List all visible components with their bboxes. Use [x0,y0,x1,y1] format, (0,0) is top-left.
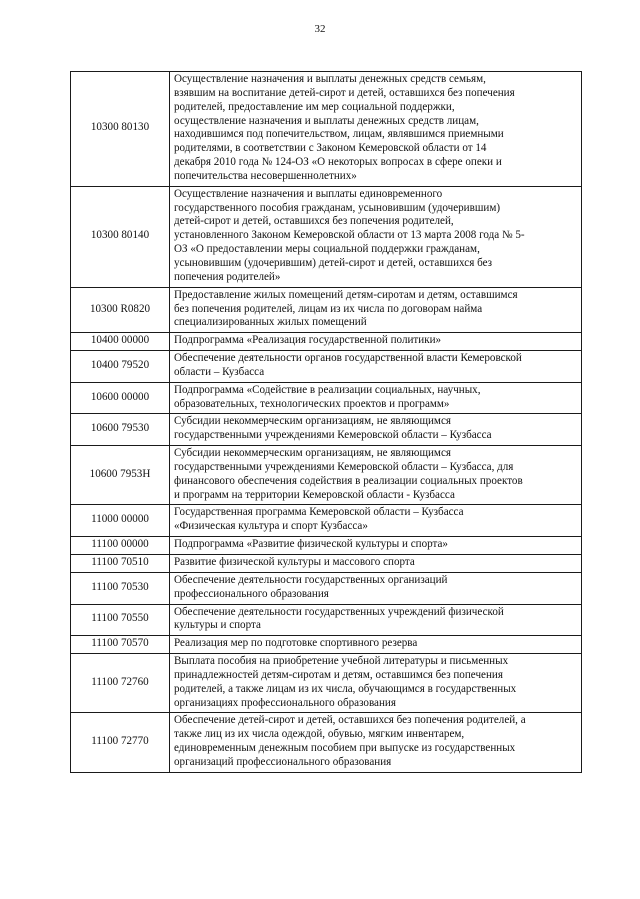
desc-line: без попечения родителей, лицам из их числа по договорам найма [174,302,483,315]
desc-line: попечительства несовершеннолетних» [174,169,357,182]
desc-line: декабря 2010 года № 124-ОЗ «О некоторых вопросах в сфере опеки и [174,156,502,169]
table-row [71,505,582,537]
row-description [170,537,582,555]
table-row [71,72,582,187]
table-row [71,414,582,446]
table-row [71,537,582,555]
desc-line: Подпрограмма «Содействие в реализации социальных, научных, [174,383,481,396]
table-row [71,555,582,573]
table-row [71,351,582,383]
desc-line: попечения родителей» [174,270,281,283]
row-description [170,351,582,383]
budget-classification-table [70,71,582,773]
row-code: 10400 00000 [71,333,170,351]
desc-line: родителями, в соответствии с Законом Кемеровской области от 14 [174,142,487,155]
desc-line: Реализация мер по подготовке спортивного резерва [174,637,418,650]
desc-line: Обеспечение детей-сирот и детей, оставшихся без попечения родителей, а [174,714,526,727]
row-code: 10600 00000 [71,382,170,414]
row-description [170,382,582,414]
row-description [170,287,582,333]
desc-line: образовательных, технологических проектов и программ» [174,397,450,410]
desc-line: Обеспечение деятельности государственных организаций [174,573,448,586]
desc-line: детей-сирот и детей, оставшихся без попечения родителей, [174,215,454,228]
table-row [71,333,582,351]
desc-line: осуществление назначения и выплаты денежных средств лицам, [174,114,479,127]
desc-line: финансового обеспечения содействия в реализации социальных проектов [174,474,523,487]
desc-line: усыновившим (удочерившим) детей-сирот и детей, оставшихся без [174,256,493,269]
row-code: 10600 7953Н [71,446,170,505]
desc-line: государственными учреждениями Кемеровской области – Кузбасса [174,429,492,442]
table-row [71,636,582,654]
desc-line: «Физическая культура и спорт Кузбасса» [174,520,368,533]
desc-line: Подпрограмма «Развитие физической культуры и спорта» [174,538,448,551]
desc-line: государственными учреждениями Кемеровской области – Кузбасса, для [174,460,514,473]
desc-line: и программ на территории Кемеровской области - Кузбасса [174,488,455,501]
row-description [170,333,582,351]
row-code: 10600 79530 [71,414,170,446]
desc-line: Предоставление жилых помещений детям-сиротам и детям, оставшимся [174,288,518,301]
row-code: 11000 00000 [71,505,170,537]
row-code: 11100 72760 [71,654,170,713]
row-code: 11100 70550 [71,604,170,636]
desc-line: организаций профессионального образования [174,755,392,768]
row-description [170,572,582,604]
desc-line: Выплата пособия на приобретение учебной литературы и письменных [174,655,509,668]
desc-line: специализированных жилых помещений [174,316,367,329]
desc-line: Обеспечение деятельности органов государственной власти Кемеровской [174,352,522,365]
row-description [170,414,582,446]
row-description [170,636,582,654]
desc-line: родителей, предоставление им мер социальной поддержки, [174,100,455,113]
desc-line: Государственная программа Кемеровской области – Кузбасса [174,506,464,519]
desc-line: принадлежностей детям-сиротам и детям, оставшимся без попечения [174,668,503,681]
desc-line: организациях профессионального образования [174,696,396,709]
row-description [170,186,582,287]
desc-line: Развитие физической культуры и массового спорта [174,556,415,568]
table-row [71,713,582,772]
row-code: 10300 80130 [71,72,170,187]
desc-line: находившимся под попечительством, лицам, являвшимся приемными [174,128,504,141]
desc-line: Осуществление назначения и выплаты денежных средств семьям, [174,73,486,85]
desc-line: также лиц из их числа одеждой, обувью, мягким инвентарем, [174,728,465,741]
row-code: 10400 79520 [71,351,170,383]
desc-line: установленного Законом Кемеровской области от 13 марта 2008 года № 5- [174,229,525,242]
row-description [170,713,582,772]
desc-line: профессионального образования [174,587,329,600]
row-code: 11100 70530 [71,572,170,604]
desc-line: области – Кузбасса [174,365,265,378]
desc-line: единовременным денежным пособием при выпуске из государственных [174,742,516,755]
table-row [71,186,582,287]
row-code: 11100 00000 [71,537,170,555]
row-description [170,446,582,505]
desc-line: государственного пособия гражданам, усыновившим (удочерившим) [174,201,501,214]
row-description [170,505,582,537]
table-row [71,446,582,505]
page-number: 32 [314,23,326,35]
desc-line: Подпрограмма «Реализация государственной политики» [174,334,442,347]
row-description [170,654,582,713]
row-description [170,604,582,636]
desc-line: взявшим на воспитание детей-сирот и детей, оставшихся без попечения [174,86,515,99]
desc-line: Обеспечение деятельности государственных учреждений физической [174,605,504,618]
table-row [71,287,582,333]
desc-line: Субсидии некоммерческим организациям, не являющимся [174,447,451,460]
row-description [170,72,582,187]
desc-line: Осуществление назначения и выплаты единовременного [174,187,443,200]
table-row [71,604,582,636]
row-code: 11100 70570 [71,636,170,654]
row-description [170,555,582,573]
desc-line: ОЗ «О предоставлении меры социальной поддержки гражданам, [174,243,480,256]
row-code: 11100 70510 [71,555,170,573]
table-row [71,654,582,713]
table-row [71,572,582,604]
table-row [71,382,582,414]
row-code: 11100 72770 [71,713,170,772]
row-code: 10300 R0820 [71,287,170,333]
desc-line: Субсидии некоммерческим организациям, не являющимся [174,415,451,428]
desc-line: родителей, а также лицам из их числа, обучающимся в государственных [174,682,517,695]
row-code: 10300 80140 [71,186,170,287]
desc-line: культуры и спорта [174,619,261,632]
